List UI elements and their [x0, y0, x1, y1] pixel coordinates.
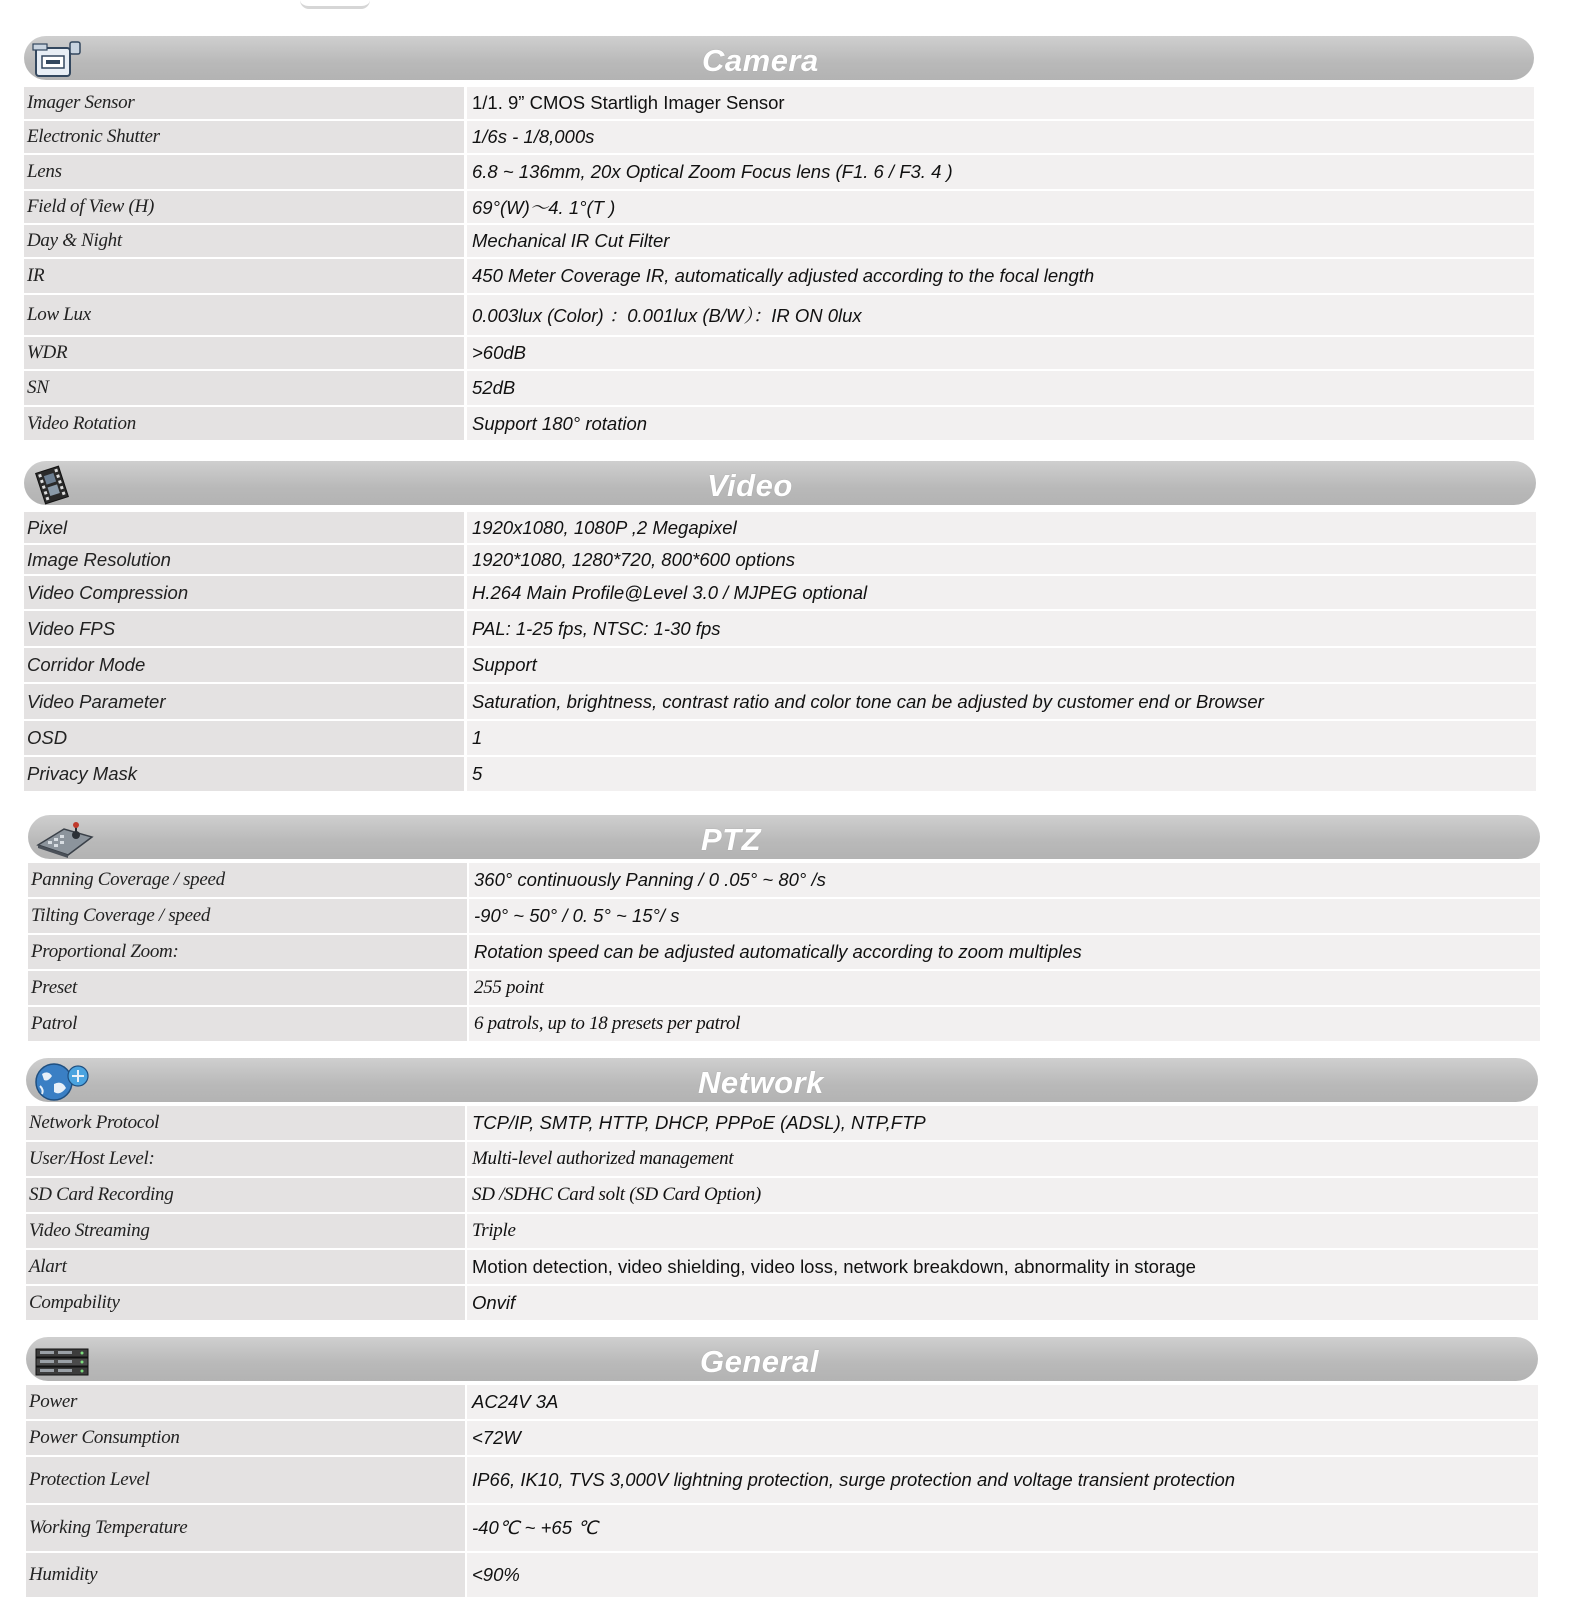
- spec-value: 6.8 ~ 136mm, 20x Optical Zoom Focus lens (F1. 6 / F3. 4 ): [467, 155, 1534, 189]
- spec-label: Day & Night: [24, 225, 464, 257]
- spec-value: Support: [467, 648, 1536, 682]
- spec-value: 255 point: [469, 971, 1540, 1005]
- spec-label: Low Lux: [24, 295, 464, 335]
- spec-label: Humidity: [26, 1553, 465, 1597]
- ptz-section: [28, 815, 1540, 1045]
- spec-value: 52dB: [467, 371, 1534, 405]
- ptz-keyboard-icon: [34, 817, 86, 859]
- spec-value: Onvif: [467, 1286, 1538, 1320]
- spec-value: H.264 Main Profile@Level 3.0 / MJPEG optional: [467, 576, 1536, 609]
- table-row: [26, 1178, 1538, 1212]
- spec-value: TCP/IP, SMTP, HTTP, DHCP, PPPoE (ADSL), NTP,FTP: [467, 1106, 1538, 1140]
- spec-label: Alart: [26, 1250, 465, 1284]
- spec-value: 360° continuously Panning / 0 .05° ~ 80° /s: [469, 863, 1540, 897]
- spec-label: Network Protocol: [26, 1106, 465, 1140]
- spec-label: Patrol: [28, 1007, 467, 1041]
- camera-icon: [30, 38, 82, 80]
- spec-value: -90° ~ 50° / 0. 5° ~ 15°/ s: [469, 899, 1540, 933]
- spec-value: 1/1. 9” CMOS Startligh Imager Sensor: [467, 87, 1534, 119]
- network-banner: [26, 1058, 1538, 1102]
- spec-value: 6 patrols, up to 18 presets per patrol: [469, 1007, 1540, 1041]
- spec-value: 450 Meter Coverage IR, automatically adjusted according to the focal length: [467, 259, 1534, 293]
- table-row: [26, 1553, 1538, 1597]
- table-row: [24, 295, 1534, 335]
- network-section: [26, 1058, 1538, 1330]
- table-row: [26, 1250, 1538, 1284]
- table-row: [24, 611, 1536, 646]
- spec-label: Video Rotation: [24, 407, 464, 440]
- globe-icon: [32, 1060, 84, 1102]
- spec-value: 1920*1080, 1280*720, 800*600 options: [467, 545, 1536, 574]
- spec-value: <90%: [467, 1553, 1538, 1597]
- spec-label: SD Card Recording: [26, 1178, 465, 1212]
- film-icon: [30, 463, 82, 505]
- spec-value: 0.003lux (Color) ：0.001lux (B/W）：IR ON 0lux: [467, 295, 1534, 335]
- spec-label: Field of View (H): [24, 191, 464, 223]
- spec-label: Corridor Mode: [24, 648, 464, 682]
- table-row: [24, 684, 1536, 719]
- network-title: Network: [698, 1065, 824, 1100]
- general-banner: [26, 1337, 1538, 1381]
- spec-label: Tilting Coverage / speed: [28, 899, 467, 933]
- spec-value: Multi-level authorized management: [467, 1142, 1538, 1176]
- spec-value: Motion detection, video shielding, video loss, network breakdown, abnormality in storage: [467, 1250, 1538, 1284]
- table-row: [24, 371, 1534, 405]
- spec-value: Triple: [467, 1214, 1538, 1248]
- spec-label: Power: [26, 1385, 465, 1419]
- spec-label: Pixel: [24, 512, 464, 543]
- spec-label: Proportional Zoom:: [28, 935, 467, 969]
- spec-label: Privacy Mask: [24, 757, 464, 791]
- spec-label: Panning Coverage / speed: [28, 863, 467, 897]
- video-banner: [24, 461, 1536, 505]
- spec-value: AC24V 3A: [467, 1385, 1538, 1419]
- spec-value: <72W: [467, 1421, 1538, 1455]
- table-row: [24, 648, 1536, 682]
- table-row: [26, 1214, 1538, 1248]
- spec-value: IP66, IK10, TVS 3,000V lightning protection, surge protection and voltage transient protection: [467, 1457, 1538, 1503]
- table-row: [26, 1505, 1538, 1551]
- table-row: [26, 1106, 1538, 1140]
- ptz-banner: [28, 815, 1540, 859]
- spec-value: 5: [467, 757, 1536, 791]
- spec-value: 1: [467, 721, 1536, 755]
- spec-label: SN: [24, 371, 464, 405]
- scan-mark: [300, 0, 370, 9]
- table-row: [28, 1007, 1540, 1041]
- general-section: [26, 1337, 1538, 1607]
- table-row: [24, 576, 1536, 609]
- spec-label: Electronic Shutter: [24, 121, 464, 153]
- spec-value: PAL: 1-25 fps, NTSC: 1-30 fps: [467, 611, 1536, 646]
- table-row: [26, 1142, 1538, 1176]
- spec-label: Lens: [24, 155, 464, 189]
- table-row: [24, 191, 1534, 223]
- spec-label: Video Compression: [24, 576, 464, 609]
- table-row: [24, 259, 1534, 293]
- spec-value: SD /SDHC Card solt (SD Card Option): [467, 1178, 1538, 1212]
- table-row: [24, 225, 1534, 257]
- spec-value: Saturation, brightness, contrast ratio and color tone can be adjusted by customer end or Browser: [467, 684, 1536, 719]
- spec-label: Power Consumption: [26, 1421, 465, 1455]
- table-row: [28, 971, 1540, 1005]
- table-row: [24, 757, 1536, 791]
- camera-title: Camera: [702, 43, 819, 78]
- table-row: [26, 1457, 1538, 1503]
- table-row: [24, 407, 1534, 440]
- spec-label: Imager Sensor: [24, 87, 464, 119]
- spec-label: Compability: [26, 1286, 465, 1320]
- table-row: [24, 512, 1536, 543]
- spec-label: Image Resolution: [24, 545, 464, 574]
- table-row: [28, 935, 1540, 969]
- spec-label: Video Parameter: [24, 684, 464, 719]
- ptz-title: PTZ: [701, 822, 762, 857]
- spec-value: 1/6s - 1/8,000s: [467, 121, 1534, 153]
- spec-value: Rotation speed can be adjusted automatically according to zoom multiples: [469, 935, 1540, 969]
- table-row: [28, 863, 1540, 897]
- spec-label: User/Host Level:: [26, 1142, 465, 1176]
- table-row: [24, 121, 1534, 153]
- spec-value: -40℃ ~ +65 ℃: [467, 1505, 1538, 1551]
- camera-banner: [24, 36, 1534, 80]
- spec-value: >60dB: [467, 337, 1534, 369]
- table-row: [28, 899, 1540, 933]
- table-row: [24, 87, 1534, 119]
- spec-value: 1920x1080, 1080P ,2 Megapixel: [467, 512, 1536, 543]
- spec-value: Support 180° rotation: [467, 407, 1534, 440]
- spec-label: Working Temperature: [26, 1505, 465, 1551]
- server-rack-icon: [32, 1339, 84, 1381]
- video-title: Video: [707, 468, 793, 503]
- table-row: [24, 721, 1536, 755]
- table-row: [26, 1286, 1538, 1320]
- spec-label: Video Streaming: [26, 1214, 465, 1248]
- table-row: [24, 545, 1536, 574]
- general-title: General: [700, 1344, 819, 1379]
- spec-value: 69°(W)～4. 1°(T ): [467, 191, 1534, 223]
- video-section: [24, 461, 1536, 806]
- camera-section: [24, 36, 1534, 451]
- spec-label: IR: [24, 259, 464, 293]
- spec-value: Mechanical IR Cut Filter: [467, 225, 1534, 257]
- spec-label: OSD: [24, 721, 464, 755]
- spec-label: Preset: [28, 971, 467, 1005]
- table-row: [24, 337, 1534, 369]
- table-row: [26, 1421, 1538, 1455]
- spec-label: Protection Level: [26, 1457, 465, 1503]
- table-row: [26, 1385, 1538, 1419]
- spec-label: WDR: [24, 337, 464, 369]
- table-row: [24, 155, 1534, 189]
- spec-label: Video FPS: [24, 611, 464, 646]
